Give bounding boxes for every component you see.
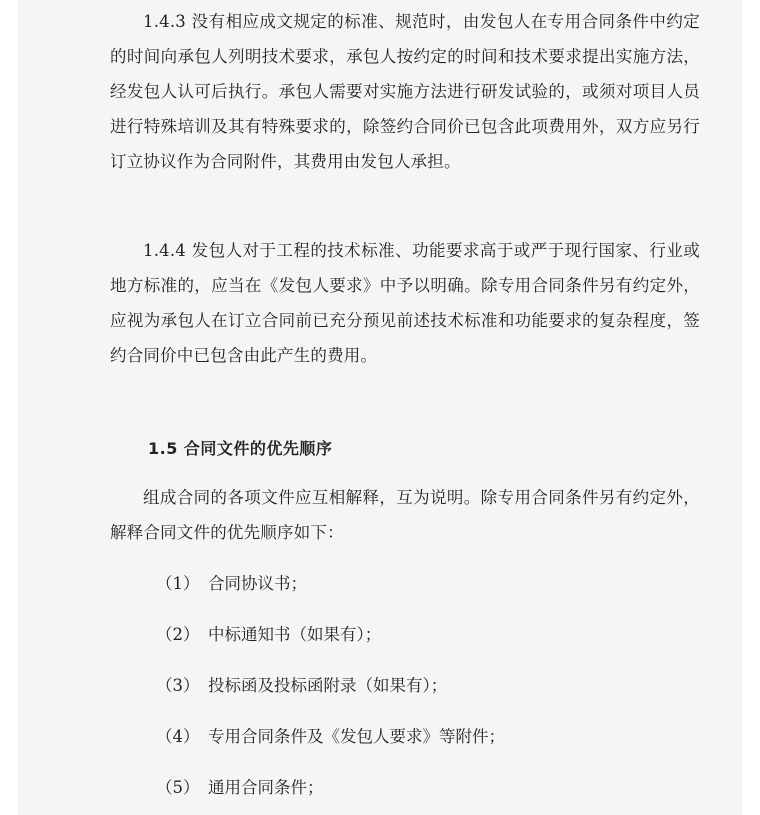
list-item [156, 568, 505, 619]
list-item-number: （2） [156, 625, 200, 644]
section-heading-1-5: 1.5 合同文件的优先顺序 [148, 439, 333, 458]
list-item [156, 721, 505, 772]
list-item-text: 专用合同条件及《发包人要求》等附件； [208, 727, 505, 746]
list-item-text: 通用合同条件； [208, 778, 324, 797]
list-item-number: （5） [156, 778, 200, 797]
list-item [156, 670, 505, 721]
list-item-number: （1） [156, 574, 200, 593]
paragraph-1-4-4: 1.4.4 发包人对于工程的技术标准、功能要求高于或严于现行国家、行业或地方标准的，应当在《发包人要求》中予以明确。除专用合同条件另有约定外，应视为承包人在订立合同前已充分预见前述技术标准和功能要求的复杂程度，签约合同价中已包含由此产生的费用。 [110, 241, 700, 365]
list-item-text: 合同协议书； [208, 574, 307, 593]
list-item [156, 619, 505, 670]
list-item-number: （3） [156, 676, 200, 695]
paragraph-1-5-intro: 组成合同的各项文件应互相解释，互为说明。除专用合同条件另有约定外，解释合同文件的优先顺序如下： [110, 488, 700, 542]
document-page [18, 0, 742, 815]
list-item-text: 中标通知书（如果有）； [208, 625, 382, 644]
priority-order-list [156, 568, 505, 815]
list-item-text: 投标函及投标函附录（如果有）； [208, 676, 448, 695]
paragraph-1-4-3: 1.4.3 没有相应成文规定的标准、规范时，由发包人在专用合同条件中约定的时间向承包人列明技术要求，承包人按约定的时间和技术要求提出实施方法，经发包人认可后执行。承包人需要对实施方法进行研发试验的，或须对项目人员进行特殊培训及其有特殊要求的，除签约合同价已包含此项费用外，双方应另行订立协议作为合同附件，其费用由发包人承担。 [110, 12, 700, 171]
list-item-number: （4） [156, 727, 200, 746]
list-item [156, 772, 505, 815]
